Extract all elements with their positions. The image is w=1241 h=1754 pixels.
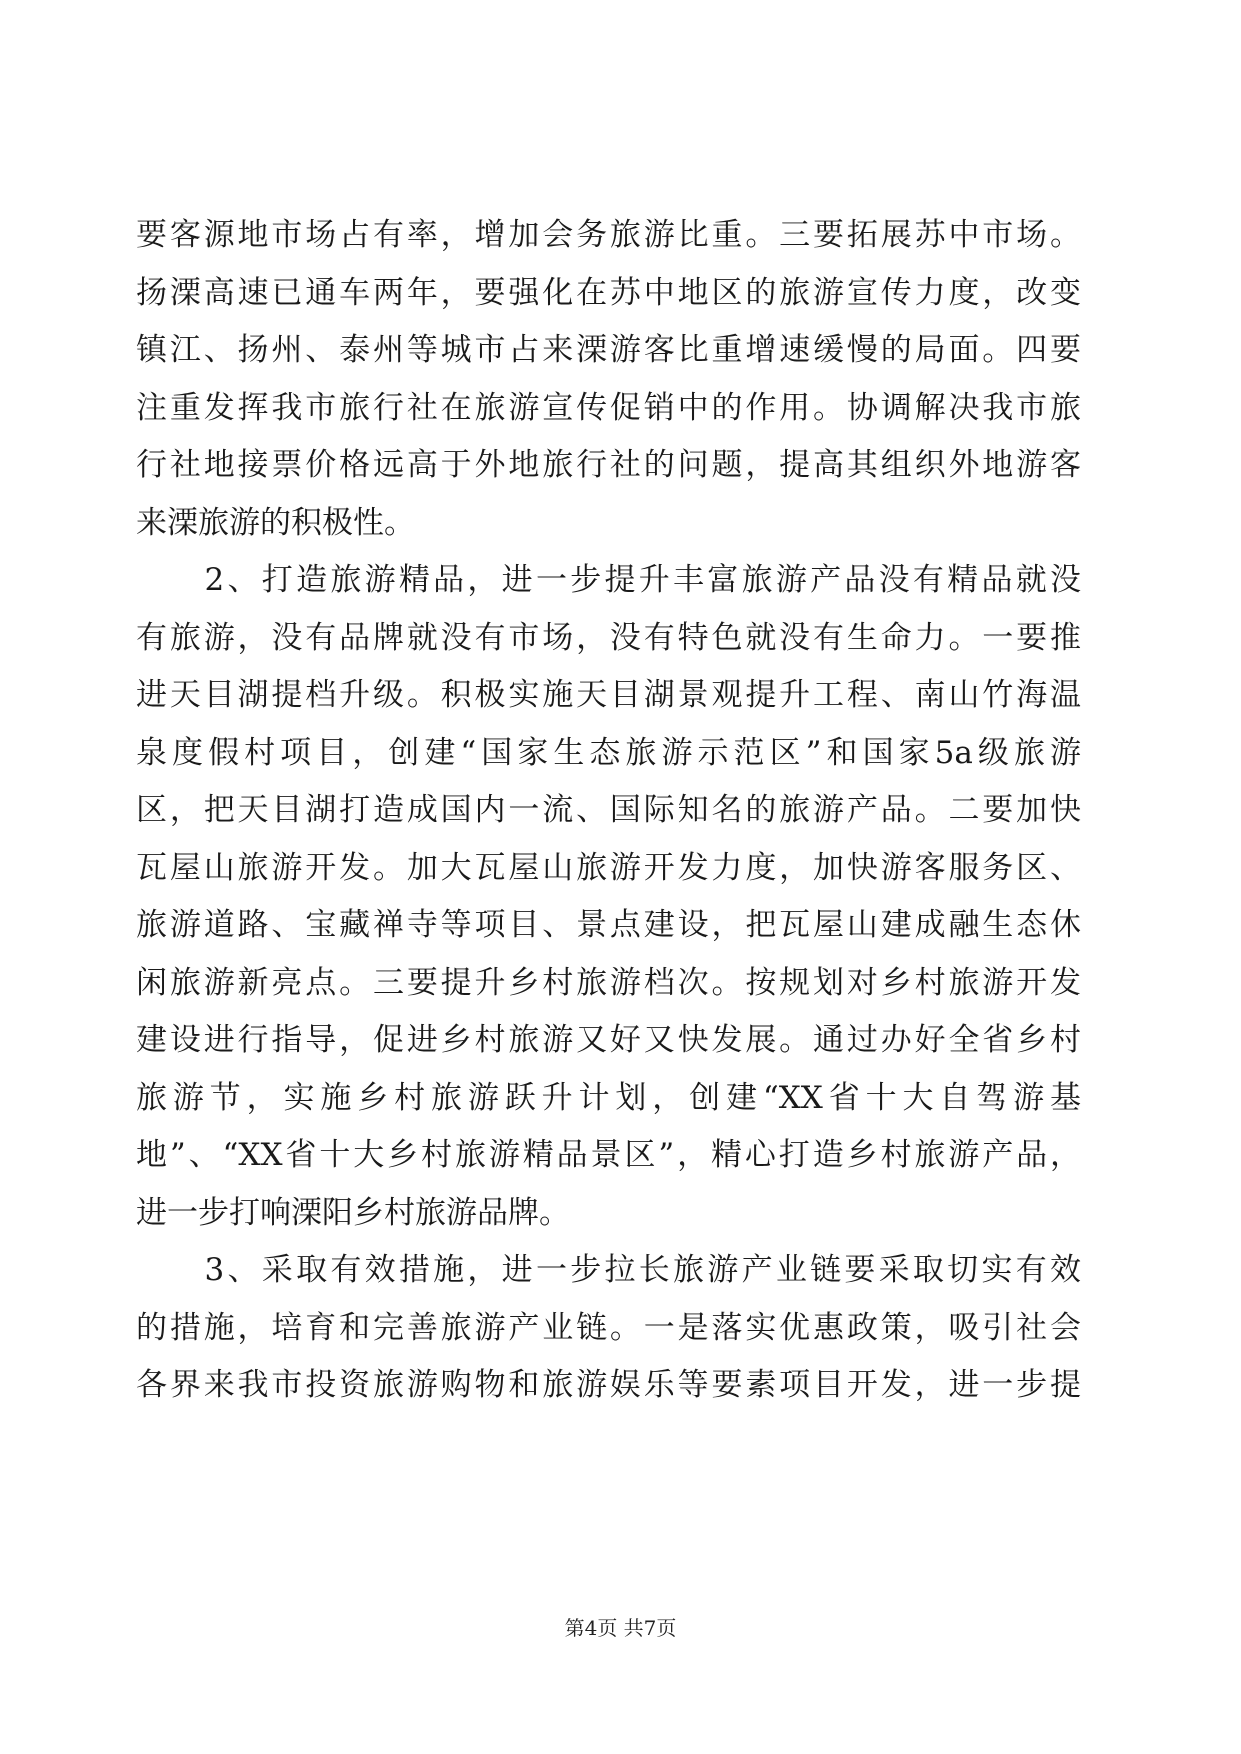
paragraph-3 — [136, 1242, 1081, 1415]
text-line: 有旅游，没有品牌就没有市场，没有特色就没有生命力。一要推 — [136, 619, 1081, 656]
body-text — [136, 207, 1081, 1415]
text-line: 的措施，培育和完善旅游产业链。一是落实优惠政策，吸引社会 — [136, 1309, 1081, 1346]
text-line: 来溧旅游的积极性。 — [136, 504, 415, 541]
text-line: 进天目湖提档升级。积极实施天目湖景观提升工程、南山竹海温 — [136, 677, 1081, 713]
page-number-footer: 第4页 共7页 — [564, 1616, 677, 1640]
text-line: 旅游道路、宝藏禅寺等项目、景点建设，把瓦屋山建成融生态休 — [136, 907, 1081, 943]
text-line: 2、打造旅游精品，进一步提升丰富旅游产品没有精品就没 — [136, 562, 1081, 598]
text-line: 3、采取有效措施，进一步拉长旅游产业链要采取切实有效 — [136, 1252, 1081, 1288]
text-line: 各界来我市投资旅游购物和旅游娱乐等要素项目开发，进一步提 — [136, 1367, 1081, 1403]
text-line: 行社地接票价格远高于外地旅行社的问题，提高其组织外地游客 — [136, 447, 1081, 483]
paragraph-1 — [136, 207, 1081, 552]
text-line: 闲旅游新亮点。三要提升乡村旅游档次。按规划对乡村旅游开发 — [136, 964, 1081, 1001]
paragraph-2 — [136, 552, 1081, 1242]
text-line: 进一步打响溧阳乡村旅游品牌。 — [136, 1194, 570, 1231]
text-line: 瓦屋山旅游开发。加大瓦屋山旅游开发力度，加快游客服务区、 — [136, 849, 1081, 886]
text-line: 镇江、扬州、泰州等城市占来溧游客比重增速缓慢的局面。四要 — [136, 332, 1081, 368]
text-line: 建设进行指导，促进乡村旅游又好又快发展。通过办好全省乡村 — [136, 1022, 1081, 1058]
text-line: 旅游节，实施乡村旅游跃升计划，创建“XX省十大自驾游基 — [136, 1079, 1081, 1116]
text-line: 区，把天目湖打造成国内一流、国际知名的旅游产品。二要加快 — [136, 792, 1081, 828]
text-line: 注重发挥我市旅行社在旅游宣传促销中的作用。协调解决我市旅 — [136, 389, 1081, 426]
text-line: 要客源地市场占有率，增加会务旅游比重。三要拓展苏中市场。 — [136, 217, 1081, 253]
text-line: 泉度假村项目，创建“国家生态旅游示范区”和国家5a级旅游 — [136, 734, 1081, 771]
text-line: 地”、“XX省十大乡村旅游精品景区”，精心打造乡村旅游产品， — [136, 1137, 1081, 1173]
text-line: 扬溧高速已通车两年，要强化在苏中地区的旅游宣传力度，改变 — [136, 274, 1081, 311]
